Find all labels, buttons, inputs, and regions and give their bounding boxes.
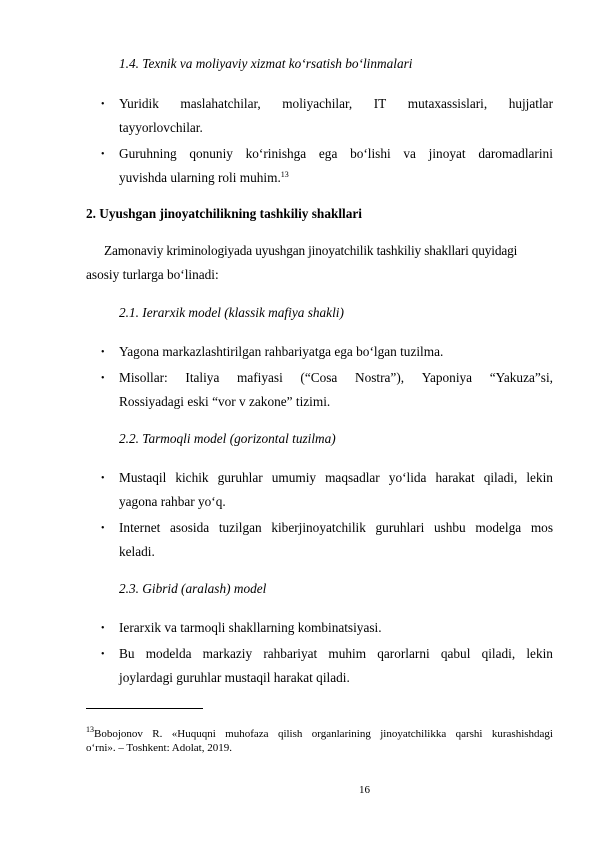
word: ushbu [433, 520, 466, 535]
word: Italiya [185, 370, 220, 385]
bullet-6-line-1 [119, 520, 553, 536]
footnote-word: jinoyatchilikka [380, 728, 447, 740]
word: kiberjinoyatchilik [271, 520, 366, 535]
word: Guruhning [119, 146, 177, 161]
word: (“Cosa [300, 370, 338, 385]
word: umumiy [271, 470, 317, 485]
section-2-heading: 2. Uyushgan jinoyatchilikning tashkiliy shakllari [86, 206, 362, 221]
bullet-8-line-2: joylardagi guruhlar mustaqil harakat qiladi. [119, 670, 350, 685]
bullet-7-text: Ierarxik va tarmoqli shakllarning kombinatsiyasi. [119, 620, 382, 635]
word: lekin [526, 646, 553, 661]
bullet-2-line-2-text: yuvishda ularning roli muhim. [119, 170, 281, 185]
word: qiladi, [483, 470, 518, 485]
word: IT [373, 96, 387, 111]
bullet-3-marker: • [101, 347, 105, 358]
word: mafiyasi [236, 370, 283, 385]
word: daromadlarini [478, 146, 553, 161]
word: qarorlarni [377, 646, 430, 661]
bullet-1-line-2: tayyorlovchilar. [119, 120, 203, 135]
footnote-word: qilish [277, 728, 303, 740]
footnote-author: Bobojonov [94, 728, 143, 740]
word: hujjatlar [508, 96, 553, 111]
word: Internet [119, 520, 161, 535]
word: guruhlari [375, 520, 425, 535]
word: Yaponiya [421, 370, 473, 385]
page-number: 16 [359, 784, 370, 796]
word: modelga [475, 520, 522, 535]
word: kichik [175, 470, 209, 485]
word: muhim [328, 646, 367, 661]
bullet-8-line-1 [119, 646, 553, 662]
word: guruhlar [217, 470, 263, 485]
intro-line-2: asosiy turlarga bo‘linadi: [86, 267, 219, 282]
section-2-2-heading: 2.2. Tarmoqli model (gorizontal tuzilma) [119, 431, 336, 446]
bullet-5-line-2: yagona rahbar yo‘q. [119, 494, 226, 509]
word: ko‘rinishga [245, 146, 307, 161]
word: rahbariyat [263, 646, 318, 661]
word: markaziy [202, 646, 253, 661]
word: lekin [526, 470, 553, 485]
bullet-5-marker: • [101, 473, 105, 484]
bullet-2-line-2 [119, 170, 289, 186]
word: Nostra”), [354, 370, 405, 385]
bullet-6-marker: • [101, 523, 105, 534]
bullet-4-marker: • [101, 373, 105, 384]
word: ega [318, 146, 338, 161]
footnote-ref-13[interactable]: 13 [280, 170, 289, 179]
footnote-word: qarshi [455, 728, 483, 740]
word: asosida [170, 520, 210, 535]
word: harakat [435, 470, 475, 485]
section-2-1-heading: 2.1. Ierarxik model (klassik mafiya shakli) [119, 305, 344, 320]
bullet-3-text: Yagona markazlashtirilgan rahbariyatga ega bo‘lgan tuzilma. [119, 344, 444, 359]
word: moliyachilar, [282, 96, 353, 111]
bullet-5-line-1 [119, 470, 553, 486]
bullet-2-marker: • [101, 149, 105, 160]
word: qiladi, [481, 646, 516, 661]
word: Yuridik [119, 96, 159, 111]
section-2-3-heading: 2.3. Gibrid (aralash) model [119, 581, 267, 596]
bullet-7-marker: • [101, 623, 105, 634]
word: Mustaqil [119, 470, 167, 485]
footnote-word: kurashishdagi [491, 728, 553, 740]
bullet-4-line-1 [119, 370, 553, 386]
word: qonuniy [189, 146, 233, 161]
word: bo‘lishi [350, 146, 391, 161]
bullet-4-line-2: Rossiyadagi eski “vor v zakone” tizimi. [119, 394, 331, 409]
footnote-separator [86, 708, 203, 709]
footnote-line-1-start [86, 727, 143, 741]
word: mos [530, 520, 553, 535]
bullet-1-line-1 [119, 96, 553, 112]
word: tuzilgan [218, 520, 262, 535]
footnote-word: muhofaza [225, 728, 269, 740]
footnote-word: «Huquqni [171, 728, 216, 740]
word: modelda [145, 646, 192, 661]
word: mutaxassislari, [407, 96, 488, 111]
word: va [403, 146, 416, 161]
footnote-number: 13 [86, 725, 94, 734]
word: jinoyat [428, 146, 466, 161]
word: “Yakuza”si, [489, 370, 553, 385]
word: qabul [440, 646, 471, 661]
word: maslahatchilar, [180, 96, 261, 111]
bullet-6-line-2: keladi. [119, 544, 155, 559]
bullet-2-line-1 [119, 146, 553, 162]
footnote-line-2: o‘rni». – Toshkent: Adolat, 2019. [86, 742, 232, 754]
word: Misollar: [119, 370, 168, 385]
footnote-line-1 [86, 727, 553, 741]
bullet-1-marker: • [101, 99, 105, 110]
footnote-word: R. [152, 728, 163, 740]
word: yo‘lida [388, 470, 427, 485]
word: Bu [119, 646, 135, 661]
word: maqsadlar [325, 470, 380, 485]
footnote-word: organlarining [311, 728, 371, 740]
intro-line-1: Zamonaviy kriminologiyada uyushgan jinoyatchilik tashkiliy shakllari quyidagi [104, 243, 518, 258]
section-1-4-heading: 1.4. Texnik va moliyaviy xizmat ko‘rsatish bo‘linmalari [119, 56, 413, 71]
bullet-8-marker: • [101, 649, 105, 660]
